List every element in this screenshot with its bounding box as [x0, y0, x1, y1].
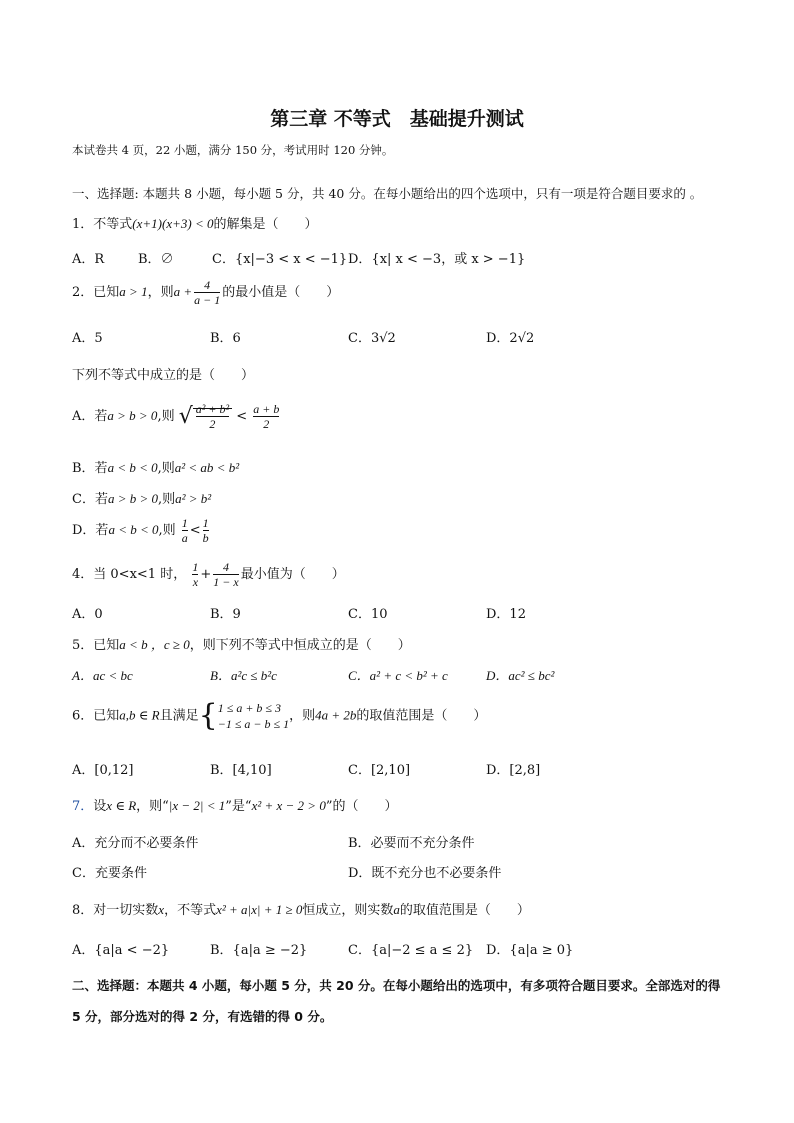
- section-1-heading: 一、选择题: 本题共 8 小题，每小题 5 分，共 40 分。在每小题给出的四个选项中，只有一项是符合题目要求的 。: [72, 186, 703, 201]
- question-6-options: [72, 759, 732, 777]
- exam-intro: 本试卷共 4 页，22 小题，满分 150 分，考试用时 120 分钟。: [72, 143, 394, 157]
- option-a[interactable]: A．ac < bc: [72, 668, 133, 683]
- question-3: 下列不等式中成立的是（ ）: [72, 368, 255, 383]
- section-2-heading: 二、选择题：本题共 4 小题，每小题 5 分，共 20 分。在每小题给出的选项中，有多项符合题目要求。全部选对的得 5 分，部分选对的得 2 分，有选错的得 0 分。: [72, 978, 721, 1024]
- question-8: 8．对一切实数x，不等式x² + a|x| + 1 ≥ 0恒成立，则实数a的取值范围是（ ）: [72, 902, 530, 918]
- option-c[interactable]: C．{x|−3 < x < −1}: [212, 252, 348, 267]
- option-a[interactable]: A．{a|a < −2}: [72, 943, 170, 958]
- option-b[interactable]: B．必要而不充分条件: [348, 836, 475, 851]
- option-b[interactable]: B．∅: [138, 252, 174, 267]
- option-d[interactable]: D．2√2: [486, 331, 535, 346]
- fraction: $\frac{4}{a - 1}$: [194, 278, 221, 307]
- question-5-options: [72, 665, 732, 683]
- question-2: 2．已知a > 1，则a + $\frac{4}{a - 1}$ 的最小值是（ ）: [72, 278, 340, 307]
- option-a[interactable]: A．5: [72, 331, 103, 346]
- option-b[interactable]: B．a²c ≤ b²c: [210, 668, 277, 683]
- option-d[interactable]: D．{a|a ≥ 0}: [486, 943, 574, 958]
- option-c[interactable]: C．[2,10]: [348, 763, 411, 778]
- option-c[interactable]: C．{a|−2 ≤ a ≤ 2}: [348, 943, 474, 958]
- question-3-option-a[interactable]: A．若a > b > 0,则 √ $\frac{\text{a² + b²}}{2}$ < $\frac{a + b}{2}$: [72, 402, 280, 431]
- question-4-options: [72, 603, 732, 621]
- option-c[interactable]: C．a² + c < b² + c: [348, 668, 448, 683]
- option-d[interactable]: D．ac² ≤ bc²: [486, 668, 555, 683]
- question-7-options-row-2: [72, 862, 732, 880]
- option-b[interactable]: B．9: [210, 607, 241, 622]
- option-d[interactable]: D．{x| x < −3，或 x > −1}: [348, 252, 526, 267]
- option-c[interactable]: C．10: [348, 607, 388, 622]
- question-3-option-d[interactable]: D．若a < b < 0,则 $\frac{1}{a}$ < $\frac{1}{b}$: [72, 516, 209, 545]
- option-c[interactable]: C．3√2: [348, 331, 396, 346]
- question-3-option-b[interactable]: B．若a < b < 0,则a² < ab < b²: [72, 460, 240, 476]
- question-1-options: [72, 248, 732, 266]
- option-d[interactable]: D．[2,8]: [486, 763, 541, 778]
- question-3-option-c[interactable]: C．若a > b > 0,则a² > b²: [72, 491, 212, 507]
- question-4: 4．当 0<x<1 时， $\frac{1}{x}$ + $\frac{4}{1 - x}$ 最小值为（ ）: [72, 560, 345, 589]
- option-d[interactable]: D．既不充分也不必要条件: [348, 866, 502, 881]
- question-6: 6．已知a,b ∈ R且满足{ 1 ≤ a + b ≤ 3 −1 ≤ a − b ≤ 1 ，则4a + 2b的取值范围是（ ）: [72, 698, 487, 733]
- question-7-options-row-1: [72, 832, 732, 850]
- option-b[interactable]: B．6: [210, 331, 241, 346]
- page-title: 第三章 不等式 基础提升测试: [270, 108, 524, 130]
- option-a[interactable]: A．0: [72, 607, 103, 622]
- option-b[interactable]: B．{a|a ≥ −2}: [210, 943, 308, 958]
- question-8-options: [72, 939, 732, 957]
- question-1: 1．不等式(x+1)(x+3) < 0的解集是（ ）: [72, 216, 318, 232]
- option-a[interactable]: A．[0,12]: [72, 763, 134, 778]
- question-5: 5．已知a < b ，c ≥ 0，则下列不等式中恒成立的是（ ）: [72, 637, 411, 653]
- option-d[interactable]: D．12: [486, 607, 526, 622]
- option-a[interactable]: A．R: [72, 252, 105, 267]
- option-a[interactable]: A．充分而不必要条件: [72, 836, 199, 851]
- question-2-options: [72, 327, 732, 345]
- option-b[interactable]: B．[4,10]: [210, 763, 272, 778]
- option-c[interactable]: C．充要条件: [72, 866, 147, 881]
- question-7: 7．设x ∈ R，则“|x − 2| < 1”是“x² + x − 2 > 0”的（ ）: [72, 798, 398, 814]
